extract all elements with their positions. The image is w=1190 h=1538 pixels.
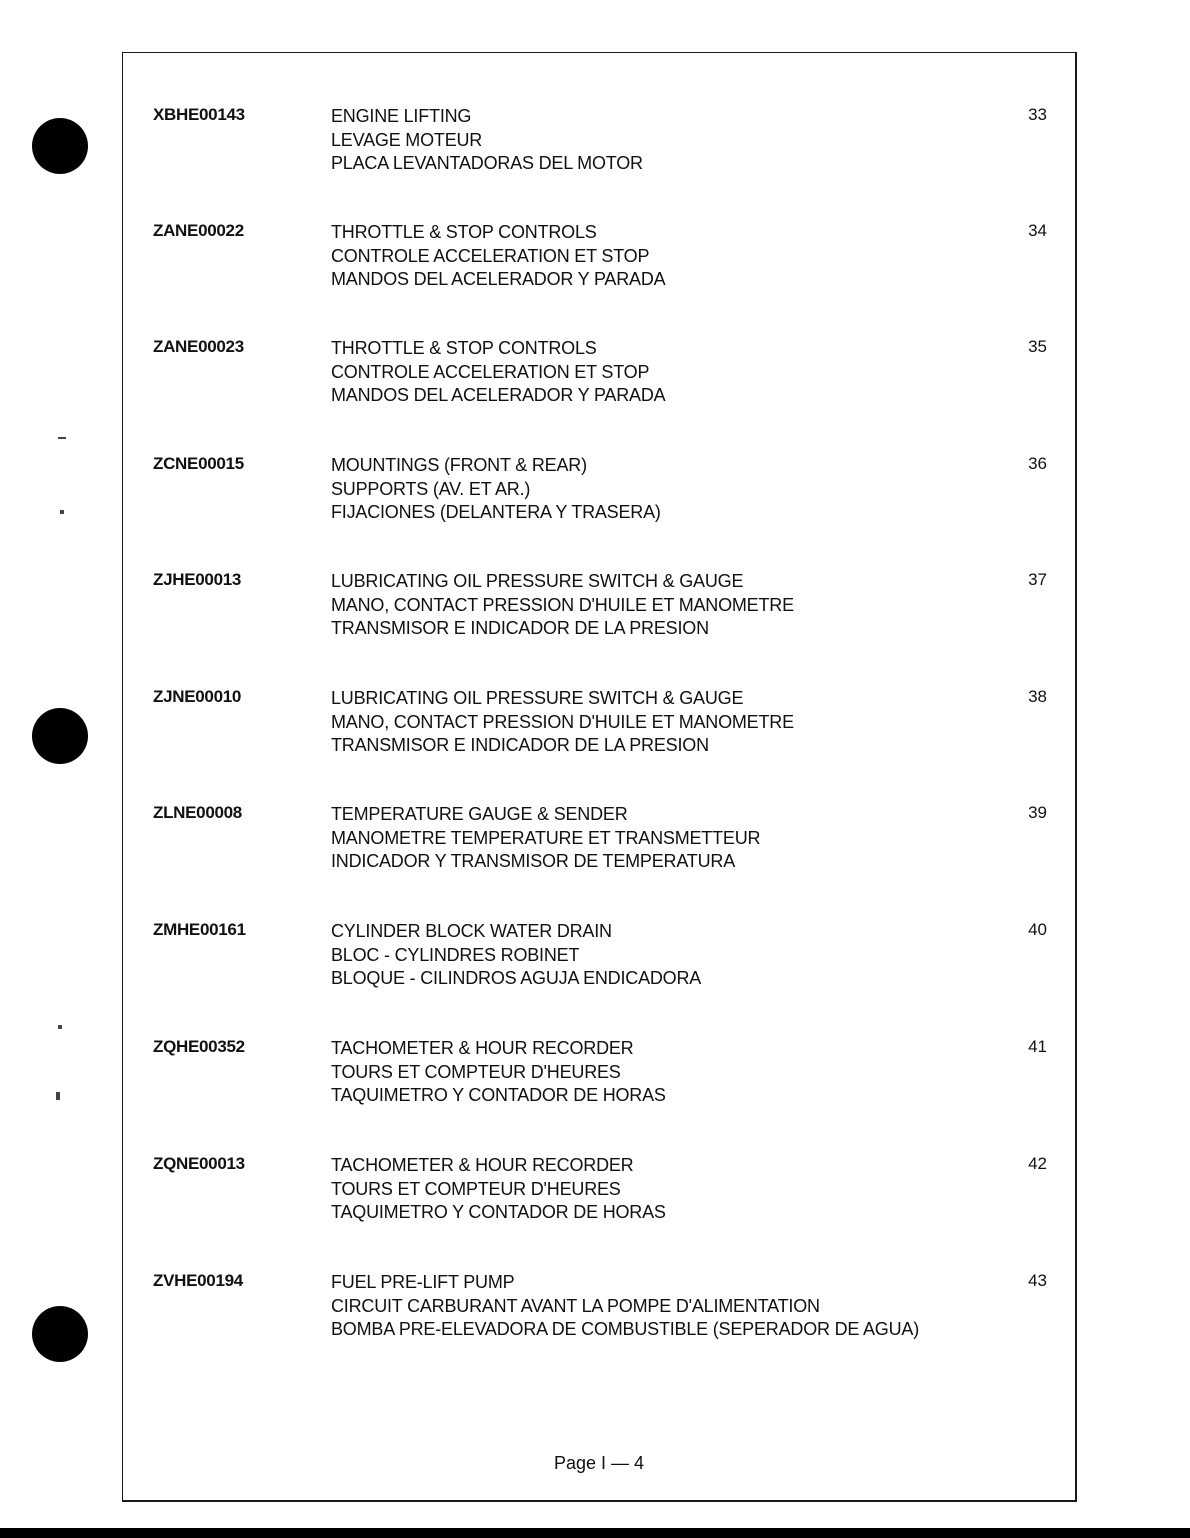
description-es: PLACA LEVANTADORAS DEL MOTOR — [331, 153, 643, 173]
entry-description — [331, 920, 701, 991]
page-number: 42 — [1028, 1154, 1047, 1173]
part-code: ZQHE00352 — [153, 1037, 245, 1056]
description-en: CYLINDER BLOCK WATER DRAIN — [331, 921, 612, 941]
punch-hole-bottom — [32, 1306, 88, 1362]
description-en: MOUNTINGS (FRONT & REAR) — [331, 455, 587, 475]
description-fr: LEVAGE MOTEUR — [331, 129, 483, 150]
description-fr: TOURS ET COMPTEUR D'HEURES — [331, 1061, 621, 1082]
description-es: FIJACIONES (DELANTERA Y TRASERA) — [331, 502, 661, 522]
part-code: ZANE00023 — [153, 337, 244, 356]
description-fr: MANOMETRE TEMPERATURE ET TRANSMETTEUR — [331, 827, 761, 848]
description-fr: TOURS ET COMPTEUR D'HEURES — [331, 1178, 621, 1199]
toc-entry — [123, 1271, 1075, 1351]
page-frame — [122, 52, 1077, 1502]
description-es: TRANSMISOR E INDICADOR DE LA PRESION — [331, 735, 709, 755]
part-code: ZJNE00010 — [153, 687, 242, 706]
description-fr: CONTROLE ACCELERATION ET STOP — [331, 361, 650, 382]
description-fr: MANO, CONTACT PRESSION D'HUILE ET MANOMETRE — [331, 711, 794, 732]
toc-entry — [123, 1154, 1075, 1234]
scan-speck — [58, 1025, 62, 1029]
description-en: LUBRICATING OIL PRESSURE SWITCH & GAUGE — [331, 571, 744, 591]
part-code: ZMHE00161 — [153, 920, 246, 939]
entry-description — [331, 803, 760, 874]
entry-description — [331, 570, 794, 641]
toc-entry — [123, 337, 1075, 417]
part-code: ZVHE00194 — [153, 1271, 243, 1290]
description-en: TEMPERATURE GAUGE & SENDER — [331, 804, 628, 824]
part-code: ZLNE00008 — [153, 803, 242, 822]
page-number: 35 — [1028, 337, 1047, 356]
toc-entry — [123, 105, 1075, 185]
toc-entry — [123, 570, 1075, 650]
page-number: 43 — [1028, 1271, 1047, 1290]
description-en: THROTTLE & STOP CONTROLS — [331, 338, 597, 358]
description-en: TACHOMETER & HOUR RECORDER — [331, 1155, 634, 1175]
punch-hole-top — [32, 118, 88, 174]
part-code: ZQNE00013 — [153, 1154, 245, 1173]
description-es: MANDOS DEL ACELERADOR Y PARADA — [331, 385, 666, 405]
description-fr: MANO, CONTACT PRESSION D'HUILE ET MANOMETRE — [331, 594, 794, 615]
entry-description — [331, 1271, 919, 1342]
toc-entry — [123, 687, 1075, 767]
page-number: 41 — [1028, 1037, 1047, 1056]
page-number: 33 — [1028, 105, 1047, 124]
page-number: 34 — [1028, 221, 1047, 240]
description-fr: BLOC - CYLINDRES ROBINET — [331, 944, 580, 965]
page-number: 39 — [1028, 803, 1047, 822]
description-es: INDICADOR Y TRANSMISOR DE TEMPERATURA — [331, 851, 735, 871]
description-es: TAQUIMETRO Y CONTADOR DE HORAS — [331, 1085, 666, 1105]
toc-entry — [123, 1037, 1075, 1117]
scan-speck — [58, 437, 66, 439]
toc-entry — [123, 803, 1075, 883]
description-es: BLOQUE - CILINDROS AGUJA ENDICADORA — [331, 968, 702, 988]
punch-hole-middle — [32, 708, 88, 764]
page-number: 40 — [1028, 920, 1047, 939]
description-en: TACHOMETER & HOUR RECORDER — [331, 1038, 634, 1058]
entry-description — [331, 454, 661, 525]
description-fr: CONTROLE ACCELERATION ET STOP — [331, 245, 650, 266]
description-fr: SUPPORTS (AV. ET AR.) — [331, 478, 531, 499]
part-code: XBHE00143 — [153, 105, 245, 124]
description-en: THROTTLE & STOP CONTROLS — [331, 222, 597, 242]
toc-entry — [123, 221, 1075, 301]
entry-description — [331, 221, 665, 292]
page-footer: Page I — 4 — [553, 1453, 645, 1473]
toc-entry — [123, 454, 1075, 534]
page-number: 36 — [1028, 454, 1047, 473]
description-en: LUBRICATING OIL PRESSURE SWITCH & GAUGE — [331, 688, 744, 708]
scan-edge-bar — [0, 1528, 1190, 1538]
description-es: MANDOS DEL ACELERADOR Y PARADA — [331, 269, 666, 289]
scan-speck — [60, 510, 64, 514]
entry-description — [331, 1154, 666, 1225]
toc-entry — [123, 920, 1075, 1000]
entry-description — [331, 337, 665, 408]
part-code: ZCNE00015 — [153, 454, 244, 473]
description-en: FUEL PRE-LIFT PUMP — [331, 1272, 515, 1292]
description-es: BOMBA PRE-ELEVADORA DE COMBUSTIBLE (SEPERADOR DE AGUA) — [331, 1319, 920, 1339]
entry-description — [331, 1037, 666, 1108]
part-code: ZANE00022 — [153, 221, 244, 240]
page-number: 37 — [1028, 570, 1047, 589]
entry-description — [331, 105, 643, 176]
description-es: TAQUIMETRO Y CONTADOR DE HORAS — [331, 1202, 666, 1222]
description-es: TRANSMISOR E INDICADOR DE LA PRESION — [331, 618, 709, 638]
scan-speck — [56, 1092, 60, 1100]
entry-description — [331, 687, 794, 758]
description-fr: CIRCUIT CARBURANT AVANT LA POMPE D'ALIMENTATION — [331, 1295, 820, 1316]
description-en: ENGINE LIFTING — [331, 106, 472, 126]
part-code: ZJHE00013 — [153, 570, 242, 589]
page-number: 38 — [1028, 687, 1047, 706]
